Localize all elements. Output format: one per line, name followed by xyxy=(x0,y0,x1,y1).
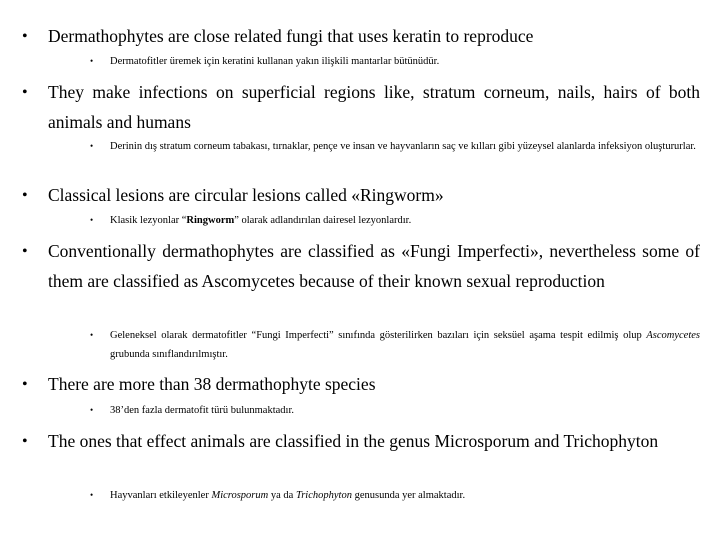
bullet-dot: • xyxy=(22,187,28,204)
bullet-main-text: There are more than 38 dermathophyte species xyxy=(48,374,376,394)
sub-bullet-dot: • xyxy=(90,405,94,415)
bullet-dot: • xyxy=(22,433,28,450)
sub-text-part: genusunda yer almaktadır. xyxy=(351,490,466,501)
bullet-main-text: Dermathophytes are close related fungi that uses keratin to reproduce xyxy=(48,26,534,46)
bullet-sub-text xyxy=(110,326,700,364)
bullet-main-text: They make infections on superficial regions like, stratum corneum, nails, hairs of both animals and humans xyxy=(48,82,700,132)
sub-bullet-dot: • xyxy=(90,215,94,225)
sub-text-part: Hayvanları etkileyenler xyxy=(110,490,212,501)
bullet-sub-text: 38’den fazla dermatofit türü bulunmaktadır. xyxy=(110,405,294,416)
sub-text-part: Geleneksel olarak dermatofitler “Fungi Imperfecti” sınıfında gösterilirken bazıları için seksüel aşama tespit edilmiş olup xyxy=(110,330,647,341)
bullet-main-text: Conventionally dermathophytes are classified as «Fungi Imperfecti», nevertheless some of them are classified as Ascomycetes because of their known sexual reproduction xyxy=(48,241,700,291)
sub-text-part: Klasik lezyonlar “ xyxy=(110,215,187,226)
sub-text-italic: Microsporum xyxy=(211,490,269,501)
sub-text-part: ya da xyxy=(268,490,296,501)
bullet-dot: • xyxy=(22,84,28,101)
bullet-sub-text: Dermatofitler üremek için keratini kullanan yakın ilişkili mantarlar bütünüdür. xyxy=(110,56,440,67)
sub-text-italic: Ascomycetes xyxy=(646,330,700,341)
bullet-dot: • xyxy=(22,243,28,260)
bullet-dot: • xyxy=(22,28,28,45)
sub-bullet-dot: • xyxy=(90,141,94,151)
bullet-main-text: Classical lesions are circular lesions called «Ringworm» xyxy=(48,185,444,205)
bullet-sub-text: Derinin dış stratum corneum tabakası, tırnaklar, pençe ve insan ve hayvanların saç ve kılları gibi yüzeysel alanlarda infeksiyon oluştururlar. xyxy=(110,141,696,152)
sub-text-part: grubunda sınıflandırılmıştır. xyxy=(110,349,228,360)
sub-text-part: ” olarak adlandırılan dairesel lezyonlardır. xyxy=(234,215,412,226)
bullet-dot: • xyxy=(22,376,28,393)
sub-bullet-dot: • xyxy=(90,56,94,66)
bullet-sub-text xyxy=(110,486,700,505)
bullet-main-text: The ones that effect animals are classified in the genus Microsporum and Trichophyton xyxy=(48,431,659,451)
sub-bullet-dot: • xyxy=(90,490,94,500)
bullet-sub-text xyxy=(110,211,700,230)
sub-text-bold: Ringworm xyxy=(186,215,235,226)
sub-text-italic: Trichophyton xyxy=(295,490,352,501)
sub-bullet-dot: • xyxy=(90,330,94,340)
